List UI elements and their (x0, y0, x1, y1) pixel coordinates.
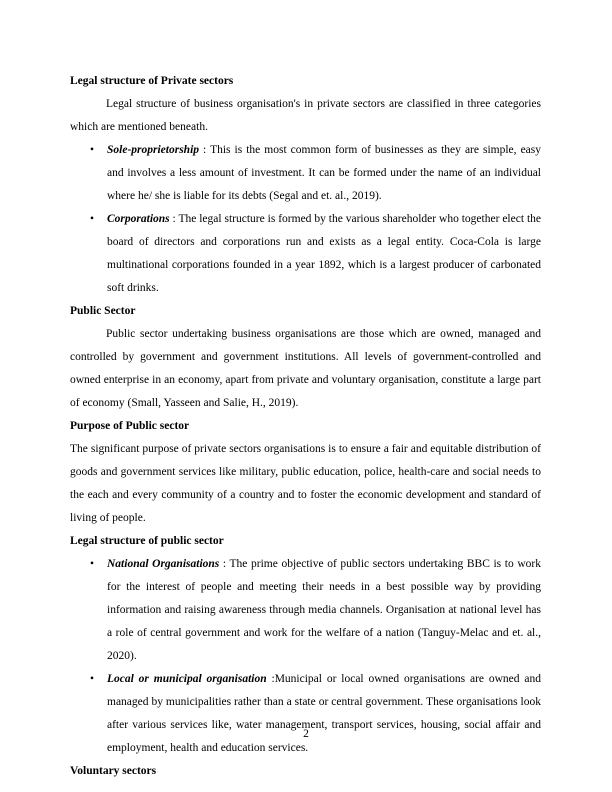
paragraph-purpose-of-public-sector: The significant purpose of private sectors organisations is to ensure a fair and equitable distribution of goods and government services like military, public education, police, health-care and social needs to the each and every community of a country and to foster the economic development and standard of living of people. (70, 443, 541, 524)
term-corporations: Corporations (107, 213, 170, 225)
term-sole-proprietorship: Sole-proprietorship (107, 144, 200, 156)
list-item (70, 139, 541, 208)
bullet-point-icon: • (90, 213, 95, 225)
list-item-text: Municipal or local owned organisations are owned and managed by municipalities rather than a state or central government. These organisations look after various services like, water management, transport services, housing, social affair and employment, health and education services. (107, 673, 541, 754)
list-private-sector-structures (70, 139, 541, 300)
list-item (70, 208, 541, 300)
list-item-text: This is the most common form of businesses as they are simple, easy and involves a less amount of investment. It can be formed under the name of an individual where he/ she is liable for its debts (Segal and et. al., 2019). (107, 144, 541, 202)
paragraph-private-sector-intro: Legal structure of business organisation's in private sectors are classified in three categories which are mentioned beneath. (70, 98, 541, 133)
page-content (70, 70, 541, 783)
heading-voluntary-sectors: Voluntary sectors (70, 765, 157, 777)
list-item-text: The prime objective of public sectors undertaking BBC is to work for the interest of people and meeting their needs in a best possible way by providing information and raising awareness through media channels. Organisation at national level has a role of central government and work for the welfare of a nation (Tanguy-Melac and et. al., 2020). (107, 558, 541, 662)
heading-purpose-of-public-sector: Purpose of Public sector (70, 420, 190, 432)
bullet-point-icon: • (90, 144, 95, 156)
heading-public-sector: Public Sector (70, 305, 136, 317)
term-separator: : (219, 558, 230, 570)
list-item (70, 668, 541, 760)
term-separator: : (169, 213, 179, 225)
page-number: 2 (303, 728, 309, 740)
list-item (70, 553, 541, 668)
term-national-organisations: National Organisations (107, 558, 220, 570)
paragraph-public-sector: Public sector undertaking business organisations are those which are owned, managed and controlled by government and government institutions. All levels of government-controlled and owned enterprise in an economy, apart from private and voluntary organisation, constitute a large part of economy (Small, Yasseen and Salie, H., 2019). (70, 328, 541, 409)
heading-legal-structure-private-sectors: Legal structure of Private sectors (70, 75, 234, 87)
bullet-point-icon: • (90, 558, 95, 570)
term-separator: : (199, 144, 211, 156)
heading-legal-structure-public-sector: Legal structure of public sector (70, 535, 224, 547)
term-local-or-municipal-organisation: Local or municipal organisation (107, 673, 267, 685)
list-item-text: The legal structure is formed by the various shareholder who together elect the board of directors and corporations run and exists as a legal entity. Coca-Cola is large multinational corporations founded in a year 1892, which is a largest producer of carbonated soft drinks. (107, 213, 541, 294)
term-separator: : (266, 673, 275, 685)
bullet-point-icon: • (90, 673, 95, 685)
